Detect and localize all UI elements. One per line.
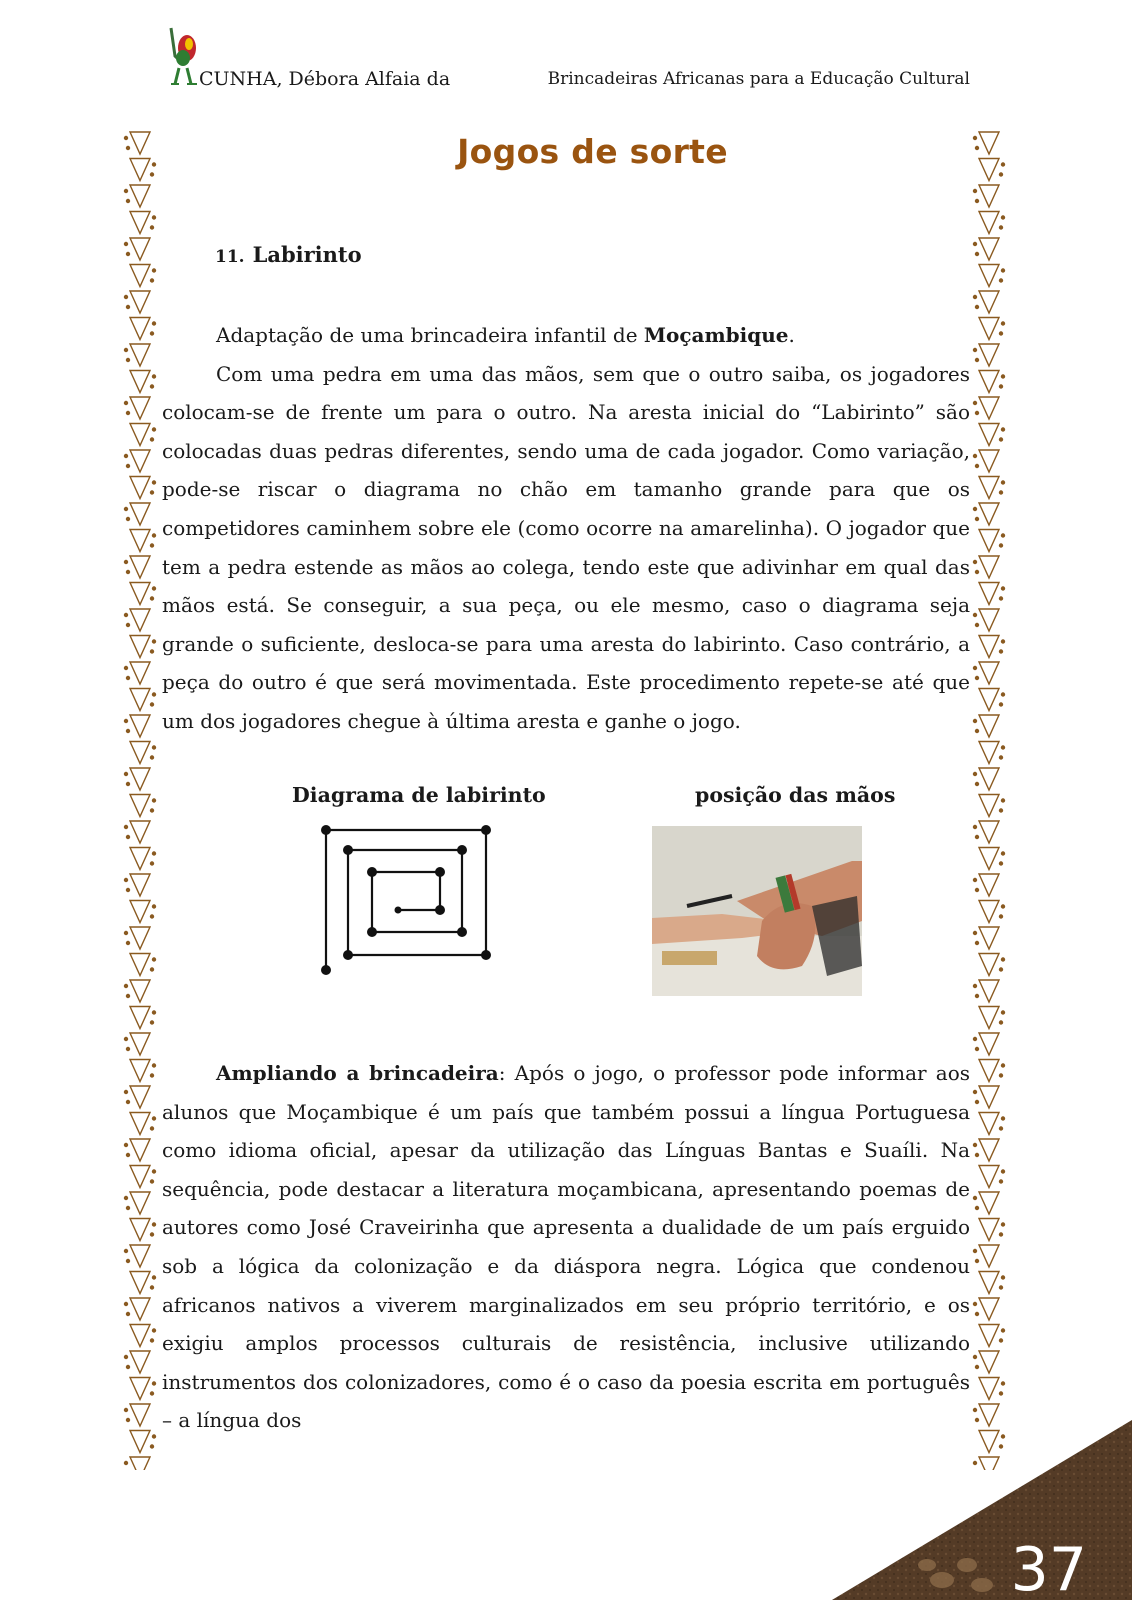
border-motif-icon: [979, 689, 1005, 711]
corner-decoration: [832, 1400, 1132, 1605]
border-motif-icon: [973, 503, 999, 525]
border-motif-icon: [130, 1325, 156, 1347]
border-motif-icon: [979, 212, 1005, 234]
maze-node: [343, 845, 353, 855]
border-motif-icon: [124, 874, 150, 896]
border-motif-icon: [124, 1457, 150, 1470]
border-motif-icon: [130, 848, 156, 870]
border-motif-icon: [124, 609, 150, 631]
border-motif-icon: [973, 291, 999, 313]
maze-node: [321, 965, 331, 975]
border-motif-icon: [124, 821, 150, 843]
border-motif-icon: [124, 1192, 150, 1214]
border-motif-icon: [130, 954, 156, 976]
header-author: CUNHA, Débora Alfaia da: [199, 68, 451, 90]
border-motif-icon: [124, 768, 150, 790]
border-motif-icon: [979, 901, 1005, 923]
border-motif-icon: [973, 397, 999, 419]
maze-node: [367, 867, 377, 877]
ampliando-section: [162, 1054, 970, 1440]
maze-node: [481, 825, 491, 835]
border-motif-icon: [124, 1086, 150, 1108]
border-motif-icon: [979, 371, 1005, 393]
border-motif-icon: [973, 1245, 999, 1267]
maze-node: [457, 845, 467, 855]
border-motif-icon: [973, 1086, 999, 1108]
maze-node: [321, 825, 331, 835]
border-motif-icon: [979, 318, 1005, 340]
border-motif-icon: [124, 1404, 150, 1426]
border-motif-icon: [124, 397, 150, 419]
intro-paragraph: Adaptação de uma brincadeira infantil de Moçambique.: [216, 323, 795, 347]
border-motif-icon: [124, 1298, 150, 1320]
page-header: [165, 60, 970, 100]
border-motif-icon: [124, 344, 150, 366]
page-number: 37: [1010, 1535, 1087, 1605]
border-motif-icon: [973, 609, 999, 631]
game-description: [162, 316, 970, 741]
border-motif-icon: [130, 795, 156, 817]
header-book-title: Brincadeiras Africanas para a Educação Cultural: [547, 69, 970, 89]
right-decorative-border: [969, 130, 1009, 1470]
border-motif-icon: [130, 1166, 156, 1188]
border-motif-icon: [979, 530, 1005, 552]
left-decorative-border: [120, 130, 160, 1470]
border-motif-icon: [124, 1033, 150, 1055]
hands-image: [652, 826, 862, 996]
border-motif-icon: [979, 636, 1005, 658]
border-motif-icon: [973, 821, 999, 843]
maze-node: [395, 907, 402, 914]
border-motif-icon: [973, 1351, 999, 1373]
border-motif-icon: [130, 689, 156, 711]
maze-node: [343, 950, 353, 960]
border-motif-icon: [973, 450, 999, 472]
border-motif-icon: [979, 1219, 1005, 1241]
border-motif-icon: [130, 371, 156, 393]
border-motif-icon: [973, 715, 999, 737]
border-motif-icon: [973, 1192, 999, 1214]
border-motif-icon: [130, 265, 156, 287]
border-motif-icon: [130, 424, 156, 446]
hands-photo: [652, 826, 862, 996]
border-motif-icon: [973, 1298, 999, 1320]
border-motif-icon: [130, 1113, 156, 1135]
border-motif-icon: [124, 238, 150, 260]
border-motif-icon: [973, 874, 999, 896]
border-motif-icon: [130, 742, 156, 764]
border-motif-icon: [973, 344, 999, 366]
border-motif-icon: [973, 238, 999, 260]
maze-node: [435, 905, 445, 915]
ampliando-label: Ampliando a brincadeira: [216, 1061, 499, 1085]
border-motif-icon: [130, 636, 156, 658]
border-motif-icon: [979, 1007, 1005, 1029]
border-motif-icon: [979, 1060, 1005, 1082]
border-motif-icon: [130, 1378, 156, 1400]
maze-node: [367, 927, 377, 937]
maze-caption: Diagrama de labirinto: [292, 783, 546, 807]
border-motif-icon: [979, 1272, 1005, 1294]
border-motif-icon: [979, 477, 1005, 499]
border-motif-icon: [973, 556, 999, 578]
border-motif-icon: [124, 1351, 150, 1373]
border-motif-icon: [124, 715, 150, 737]
section-heading: [215, 242, 362, 267]
border-motif-icon: [130, 318, 156, 340]
border-motif-icon: [124, 185, 150, 207]
country-name: Moçambique: [643, 323, 789, 347]
border-motif-icon: [973, 768, 999, 790]
border-motif-icon: [130, 901, 156, 923]
border-motif-icon: [979, 954, 1005, 976]
border-motif-icon: [124, 662, 150, 684]
border-motif-icon: [979, 1325, 1005, 1347]
border-motif-icon: [979, 795, 1005, 817]
border-motif-icon: [130, 1272, 156, 1294]
border-motif-icon: [979, 424, 1005, 446]
border-motif-icon: [124, 927, 150, 949]
border-motif-icon: [124, 291, 150, 313]
border-motif-icon: [973, 185, 999, 207]
border-motif-icon: [973, 980, 999, 1002]
bird-logo-icon: [165, 26, 201, 88]
border-motif-icon: [124, 503, 150, 525]
border-motif-icon: [124, 450, 150, 472]
border-motif-icon: [130, 477, 156, 499]
border-motif-icon: [130, 530, 156, 552]
page-title: Jogos de sorte: [457, 132, 728, 171]
section-title: Labirinto: [252, 242, 362, 267]
border-motif-icon: [979, 1378, 1005, 1400]
border-motif-icon: [973, 927, 999, 949]
border-motif-icon: [124, 980, 150, 1002]
border-motif-icon: [979, 1113, 1005, 1135]
border-motif-icon: [979, 265, 1005, 287]
border-motif-icon: [130, 1007, 156, 1029]
section-number: 11.: [215, 247, 245, 267]
rules-paragraph: Com uma pedra em uma das mãos, sem que o outro saiba, os jogadores colocam-se de frente um para o outro. Na aresta inicial do “Labirinto” são colocadas duas pedras diferentes, sendo uma de cada jogador. Como variação, pode-se riscar o diagrama no chão em tamanho grande para que os competidores caminhem sobre ele (como ocorre na amarelinha). O jogador que tem a pedra estende as mãos ao colega, tendo este que adivinhar em qual das mãos está. Se conseguir, a sua peça, ou ele mesmo, caso o diagrama seja grande o suficiente, desloca-se para uma aresta do labirinto. Caso contrário, a peça do outro é que será movimentada. Este procedimento repete-se até que um dos jogadores chegue à última aresta e ganhe o jogo.: [162, 361, 970, 733]
maze-node: [435, 867, 445, 877]
border-motif-icon: [130, 583, 156, 605]
border-motif-icon: [130, 212, 156, 234]
photo-caption: posição das mãos: [695, 783, 896, 807]
border-motif-icon: [130, 1219, 156, 1241]
border-motif-icon: [979, 742, 1005, 764]
border-motif-icon: [979, 583, 1005, 605]
maze-node: [481, 950, 491, 960]
border-motif-icon: [979, 848, 1005, 870]
border-motif-icon: [973, 662, 999, 684]
border-motif-icon: [130, 1431, 156, 1453]
labyrinth-diagram: [310, 820, 500, 1000]
border-motif-icon: [973, 1033, 999, 1055]
border-motif-icon: [124, 1139, 150, 1161]
border-motif-icon: [979, 1166, 1005, 1188]
border-motif-icon: [973, 1139, 999, 1161]
border-motif-icon: [124, 1245, 150, 1267]
ampliando-paragraph: Ampliando a brincadeira: Após o jogo, o professor pode informar aos alunos que Moçambique é um país que também possui a língua Portuguesa como idioma oficial, apesar da utilização das Línguas Bantas e Suaíli. Na sequência, pode destacar a literatura moçambicana, apresentando poemas de autores como José Craveirinha que apresenta a dualidade de um país erguido sob a lógica da colonização e da diáspora negra. Lógica que condenou africanos nativos a viverem marginalizados em seu próprio território, e os exigiu amplos processos culturais de resistência, inclusive utilizando instrumentos dos colonizadores, como é o caso da poesia escrita em português – a língua dos: [162, 1061, 971, 1433]
border-motif-icon: [130, 1060, 156, 1082]
border-motif-icon: [124, 556, 150, 578]
maze-node: [457, 927, 467, 937]
